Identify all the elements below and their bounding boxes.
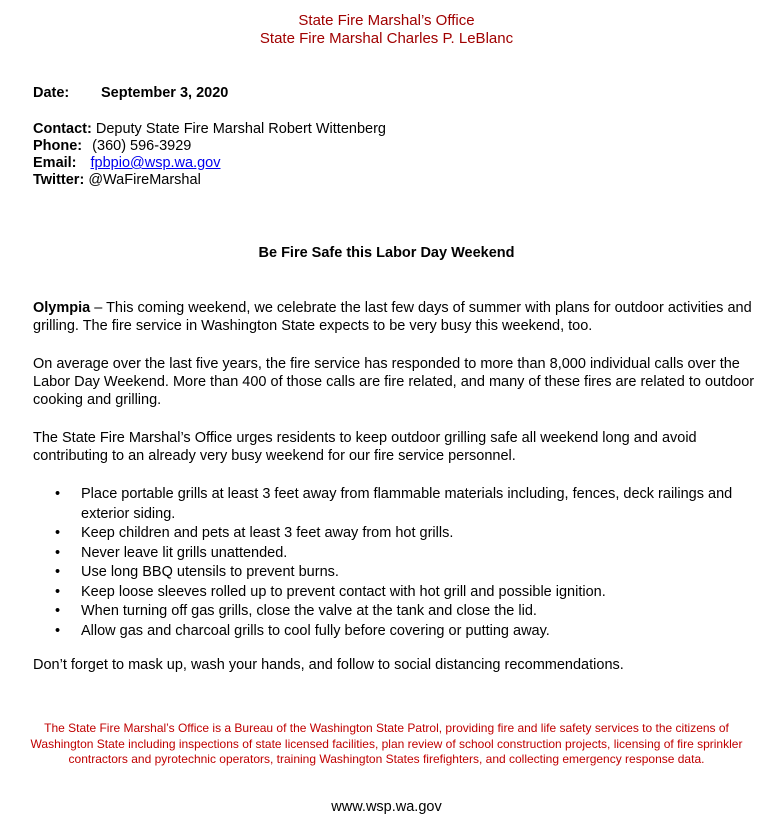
- phone-value: (360) 596-3929: [92, 138, 192, 154]
- date-row: [33, 85, 228, 102]
- paragraph-urge: The State Fire Marshal’s Office urges residents to keep outdoor grilling safe all weekend long and avoid contributing to an already very busy weekend for our fire service personnel.: [33, 430, 697, 464]
- intro-text: – This coming weekend, we celebrate the last few days of summer with plans for outdoor activities and grilling. The fire service in Washington State expects to be very busy this weekend, too.: [33, 300, 752, 334]
- dateline: Olympia: [33, 300, 91, 316]
- twitter-value: @WaFireMarshal: [88, 172, 201, 188]
- phone-label: Phone:: [33, 138, 83, 154]
- release-title: Be Fire Safe this Labor Day Weekend: [258, 245, 515, 261]
- list-item: • Allow gas and charcoal grills to cool fully before covering or putting away.: [33, 622, 758, 642]
- paragraph-intro: [33, 299, 758, 335]
- list-item: • Keep children and pets at least 3 feet away from hot grills.: [33, 524, 758, 544]
- date-value: September 3, 2020: [101, 85, 229, 101]
- twitter-row: [33, 172, 386, 189]
- paragraph-closing: Don’t forget to mask up, wash your hands, and follow to social distancing recommendations.: [33, 657, 624, 673]
- footer-statement: The State Fire Marshal’s Office is a Bureau of the Washington State Patrol, providing fire and life safety services to the citizens of Washington State including inspections of state licensed facilities, plan review of school construction projects, licensing of fire sprinkler contractors and pyrotechnic operators, training Washington States firefighters, and collecting emergency response data.: [30, 721, 743, 766]
- marshal-name: State Fire Marshal Charles P. LeBlanc: [259, 30, 514, 47]
- phone-row: [33, 138, 386, 155]
- contact-row: [33, 121, 386, 138]
- twitter-label: Twitter:: [33, 172, 85, 188]
- safety-tips-list: [33, 485, 758, 641]
- website-url[interactable]: www.wsp.wa.gov: [331, 799, 442, 815]
- paragraph-statistics: On average over the last five years, the fire service has responded to more than 8,000 individual calls over the Labor Day Weekend. More than 400 of those calls are fire related, and many of these fires are related to outdoor cooking and grilling.: [33, 356, 755, 408]
- email-label: Email:: [33, 155, 77, 171]
- date-label: Date:: [33, 85, 70, 101]
- email-row: [33, 155, 386, 172]
- list-item: • When turning off gas grills, close the valve at the tank and close the lid.: [33, 602, 758, 622]
- list-item: • Place portable grills at least 3 feet away from flammable materials including, fences, deck railings and exterior siding.: [33, 485, 758, 524]
- email-link[interactable]: fpbpio@wsp.wa.gov: [90, 155, 221, 171]
- contact-block: [33, 121, 386, 189]
- list-item: • Keep loose sleeves rolled up to prevent contact with hot grill and possible ignition.: [33, 583, 758, 603]
- list-item: • Never leave lit grills unattended.: [33, 544, 758, 564]
- contact-value: Deputy State Fire Marshal Robert Wittenberg: [95, 121, 386, 137]
- list-item: • Use long BBQ utensils to prevent burns.: [33, 563, 758, 583]
- contact-label: Contact:: [33, 121, 92, 137]
- office-name: State Fire Marshal’s Office: [298, 12, 475, 29]
- letterhead: [0, 12, 773, 48]
